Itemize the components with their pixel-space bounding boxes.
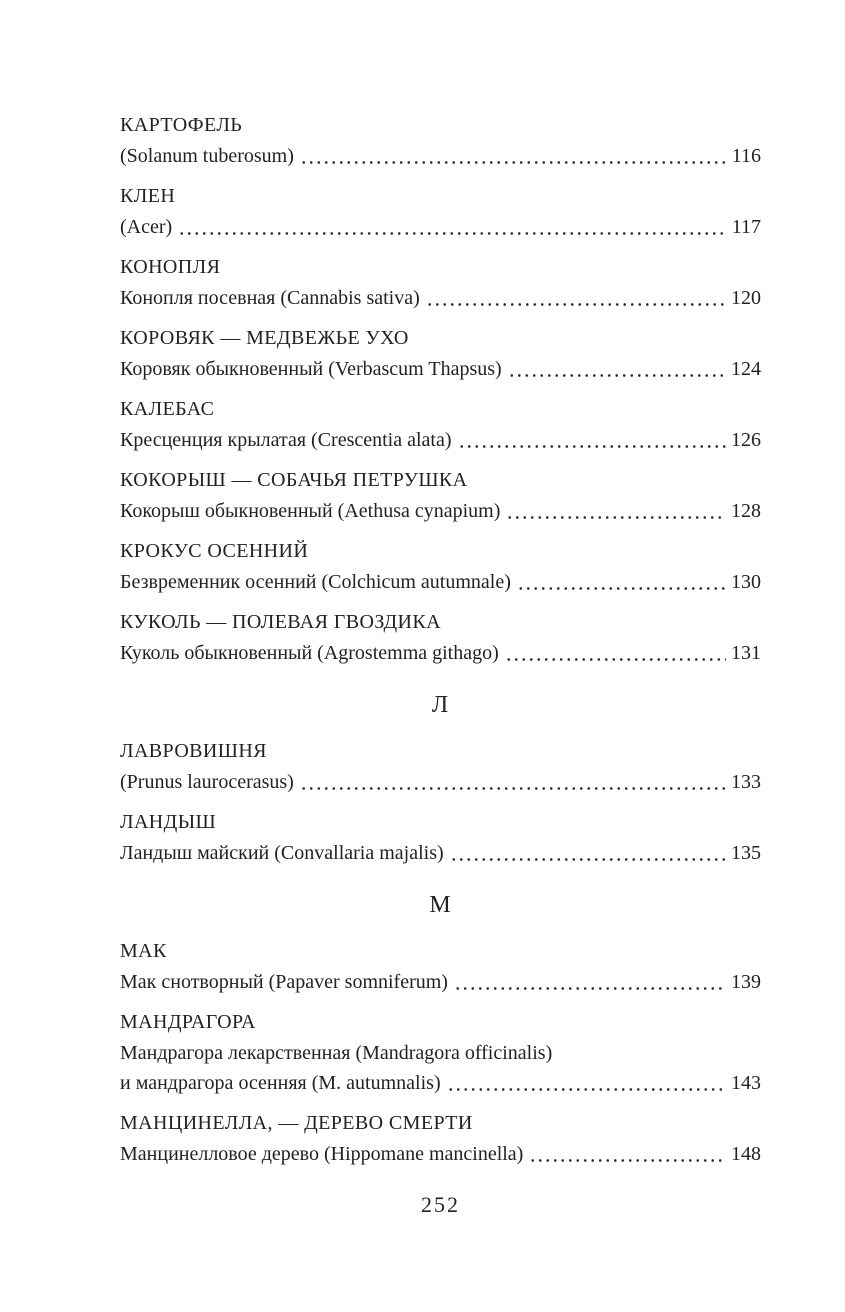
entry-subtitle: (Solanum tuberosum)	[120, 145, 294, 167]
dot-leader	[499, 638, 731, 668]
dot-leader	[420, 283, 731, 313]
entry-title: КОКОРЫШ — СОБАЧЬЯ ПЕТРУШКА	[120, 469, 468, 491]
dot-leader	[500, 496, 731, 526]
entry-subtitle: (Acer)	[120, 216, 173, 238]
entry-subtitle: и мандрагора осенняя (M. autumnalis)	[120, 1072, 441, 1094]
entry-title: КУКОЛЬ — ПОЛЕВАЯ ГВОЗДИКА	[120, 611, 441, 633]
entry-page-ref: 135	[731, 842, 761, 864]
entry-page-ref: 128	[731, 500, 761, 522]
toc-entry	[120, 323, 761, 384]
entry-subtitle: Мандрагора лекарственная (Mandragora officinalis)	[120, 1042, 553, 1064]
entry-title: КАРТОФЕЛЬ	[120, 114, 243, 136]
entry-subtitle-line	[120, 425, 761, 455]
entry-page-ref: 133	[731, 771, 761, 793]
entry-subtitle: (Prunus laurocerasus)	[120, 771, 294, 793]
toc-section	[120, 110, 761, 668]
section-letter: М	[429, 892, 452, 918]
entry-subtitle-line	[120, 767, 761, 797]
dot-leader	[294, 141, 732, 171]
toc-entry	[120, 394, 761, 455]
entry-subtitle: Коровяк обыкновенный (Verbascum Thapsus)	[120, 358, 502, 380]
toc-entry	[120, 181, 761, 242]
entry-subtitle-line	[120, 1139, 761, 1169]
toc-entry	[120, 1007, 761, 1098]
toc-entry	[120, 536, 761, 597]
entry-title: КАЛЕБАС	[120, 398, 215, 420]
toc-entry	[120, 736, 761, 797]
entry-title: КОНОПЛЯ	[120, 256, 221, 278]
entry-subtitle-line	[120, 838, 761, 868]
entry-subtitle: Безвременник осенний (Colchicum autumnale)	[120, 571, 511, 593]
entry-page-ref: 116	[731, 145, 761, 167]
dot-leader	[441, 1068, 731, 1098]
entry-page-ref: 117	[731, 216, 761, 238]
entry-title: КРОКУС ОСЕННИЙ	[120, 540, 309, 562]
entry-page-ref: 139	[731, 971, 761, 993]
entry-page-ref: 130	[731, 571, 761, 593]
entry-subtitle: Куколь обыкновенный (Agrostemma githago)	[120, 642, 499, 664]
entry-subtitle: Конопля посевная (Cannabis sativa)	[120, 287, 420, 309]
entry-subtitle-line	[120, 1038, 761, 1068]
toc-entry	[120, 110, 761, 171]
entry-subtitle-line	[120, 638, 761, 668]
entry-title: МАНДРАГОРА	[120, 1011, 256, 1033]
entry-title: КОРОВЯК — МЕДВЕЖЬЕ УХО	[120, 327, 409, 349]
dot-leader	[523, 1139, 731, 1169]
entry-subtitle: Кресценция крылатая (Crescentia alata)	[120, 429, 452, 451]
section-letter: Л	[431, 692, 450, 718]
entry-title: ЛАВРОВИШНЯ	[120, 740, 267, 762]
entry-page-ref: 148	[731, 1143, 761, 1165]
dot-leader	[294, 767, 731, 797]
toc-entry	[120, 936, 761, 997]
entry-subtitle-line	[120, 967, 761, 997]
entry-title: КЛЕН	[120, 185, 176, 207]
dot-leader	[452, 425, 731, 455]
entry-subtitle-line	[120, 283, 761, 313]
toc-section	[120, 688, 761, 868]
toc-list	[120, 110, 761, 1169]
entry-subtitle-line	[120, 141, 761, 171]
dot-leader	[502, 354, 731, 384]
toc-section	[120, 888, 761, 1169]
dot-leader	[444, 838, 731, 868]
entry-subtitle-line	[120, 496, 761, 526]
entry-subtitle: Ландыш майский (Convallaria majalis)	[120, 842, 444, 864]
entry-page-ref: 120	[731, 287, 761, 309]
entry-title: ЛАНДЫШ	[120, 811, 217, 833]
entry-title: МАК	[120, 940, 167, 962]
entry-subtitle: Мак снотворный (Papaver somniferum)	[120, 971, 448, 993]
entry-page-ref: 131	[731, 642, 761, 664]
entry-subtitle-line	[120, 1068, 761, 1098]
entry-subtitle-line	[120, 567, 761, 597]
page-number: 252	[421, 1192, 460, 1217]
toc-entry	[120, 252, 761, 313]
dot-leader	[172, 212, 732, 242]
entry-page-ref: 143	[731, 1072, 761, 1094]
entry-page-ref: 124	[731, 358, 761, 380]
entry-subtitle-line	[120, 354, 761, 384]
entry-subtitle: Кокорыш обыкновенный (Aethusa cynapium)	[120, 500, 501, 522]
toc-entry	[120, 607, 761, 668]
dot-leader	[511, 567, 731, 597]
toc-entry	[120, 1108, 761, 1169]
entry-title: МАНЦИНЕЛЛА, — ДЕРЕВО СМЕРТИ	[120, 1112, 473, 1134]
entry-subtitle: Манцинелловое дерево (Hippomane mancinella)	[120, 1143, 524, 1165]
toc-entry	[120, 465, 761, 526]
entry-page-ref: 126	[731, 429, 761, 451]
entry-subtitle-line	[120, 212, 761, 242]
toc-entry	[120, 807, 761, 868]
dot-leader	[448, 967, 731, 997]
